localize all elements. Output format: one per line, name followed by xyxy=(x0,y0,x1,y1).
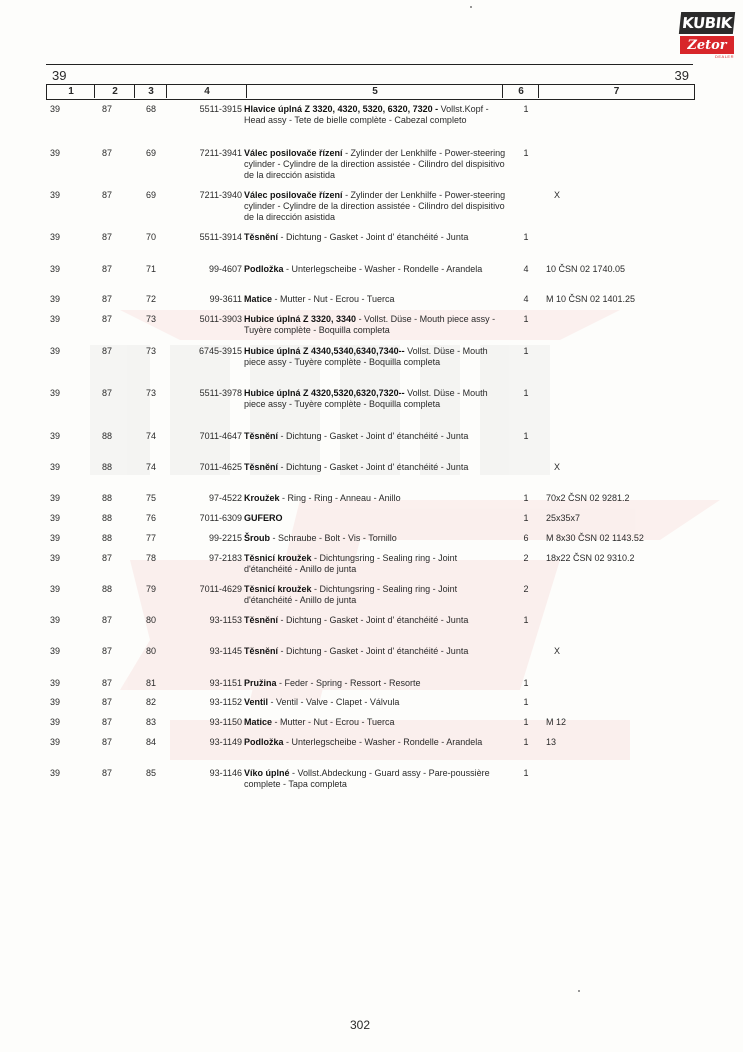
note-cell: X xyxy=(554,190,561,200)
section-cell: 39 xyxy=(50,190,61,200)
description-cell xyxy=(244,148,506,181)
description-bold: Pružina xyxy=(244,678,277,688)
description-cell xyxy=(244,584,506,606)
part-number-cell: 7011-6309 xyxy=(199,513,242,523)
part-number-cell: 7211-3941 xyxy=(199,148,242,158)
group-cell: 88 xyxy=(102,431,113,441)
position-cell: 68 xyxy=(146,104,157,114)
quantity-cell: 1 xyxy=(523,678,529,688)
part-number-cell: 7011-4647 xyxy=(199,431,242,441)
position-cell: 77 xyxy=(146,533,157,543)
position-cell: 85 xyxy=(146,768,157,778)
description-cell xyxy=(244,646,506,657)
col-header-2: 2 xyxy=(112,86,118,97)
part-number-cell: 7211-3940 xyxy=(199,190,242,200)
quantity-cell: 1 xyxy=(523,697,529,707)
note-cell: 25x35x7 xyxy=(546,513,581,523)
position-cell: 73 xyxy=(146,314,157,324)
quantity-cell: 1 xyxy=(523,737,529,747)
section-cell: 39 xyxy=(50,346,61,356)
quantity-cell: 1 xyxy=(523,615,529,625)
description-cell xyxy=(244,553,506,575)
note-cell: X xyxy=(554,462,561,472)
col-divider xyxy=(94,84,95,98)
section-cell: 39 xyxy=(50,553,61,563)
description-bold: Těsnění xyxy=(244,646,279,656)
description-bold: Těsnění xyxy=(244,431,279,441)
description-bold: Matice xyxy=(244,717,273,727)
part-number-cell: 99-2215 xyxy=(208,533,242,543)
col-divider xyxy=(246,84,247,98)
part-number-cell: 93-1151 xyxy=(209,678,242,688)
description-bold: Těsnění xyxy=(244,462,279,472)
quantity-cell: 1 xyxy=(523,431,529,441)
part-number-cell: 99-4607 xyxy=(208,264,242,274)
description-bold: GUFERO xyxy=(244,513,283,523)
description-text: - Dichtung - Gasket - Joint d' étanchéité - Junta xyxy=(278,431,469,441)
description-text: - Dichtung - Gasket - Joint d' étanchéité - Junta xyxy=(278,232,469,242)
section-cell: 39 xyxy=(50,294,61,304)
quantity-cell: 1 xyxy=(523,314,529,324)
description-cell xyxy=(244,190,506,223)
part-number-cell: 5511-3914 xyxy=(199,232,242,242)
description-bold: Hubice úplná Z 3320, 3340 xyxy=(244,314,357,324)
description-bold: Kroužek xyxy=(244,493,280,503)
section-cell: 39 xyxy=(50,646,61,656)
section-cell: 39 xyxy=(50,513,61,523)
description-text: - Vollst.Abdeckung - Guard assy - Pare-poussière complete - Tapa completa xyxy=(244,768,490,789)
section-cell: 39 xyxy=(50,264,61,274)
position-cell: 70 xyxy=(146,232,157,242)
description-text: - Ventil - Valve - Clapet - Válvula xyxy=(268,697,400,707)
position-cell: 82 xyxy=(146,697,157,707)
quantity-cell: 1 xyxy=(523,768,529,778)
col-header-4: 4 xyxy=(204,86,210,97)
part-number-cell: 93-1146 xyxy=(209,768,242,778)
section-number-right: 39 xyxy=(674,68,689,83)
note-cell: X xyxy=(554,646,561,656)
description-cell xyxy=(244,615,506,626)
description-bold: Válec posilovače řízení xyxy=(244,190,343,200)
group-cell: 87 xyxy=(102,148,113,158)
position-cell: 74 xyxy=(146,462,157,472)
note-cell: M 10 ČSN 02 1401.25 xyxy=(546,294,636,304)
quantity-cell: 4 xyxy=(523,294,529,304)
scan-speck xyxy=(578,990,580,992)
description-bold: Matice xyxy=(244,294,273,304)
description-bold: Ventil xyxy=(244,697,269,707)
section-header xyxy=(46,64,693,84)
description-text: - Feder - Spring - Ressort - Resorte xyxy=(276,678,421,688)
description-text: - Vollst. Düse - Mouth piece assy - Tuyère complète - Boquilla completa xyxy=(244,314,496,335)
description-bold: Hubice úplná Z 4340,5340,6340,7340-- xyxy=(244,346,405,356)
position-cell: 74 xyxy=(146,431,157,441)
col-divider xyxy=(502,84,503,98)
section-cell: 39 xyxy=(50,678,61,688)
group-cell: 87 xyxy=(102,294,113,304)
position-cell: 73 xyxy=(146,388,157,398)
page-number: 302 xyxy=(349,1018,371,1032)
part-number-cell: 99-3611 xyxy=(209,294,242,304)
group-cell: 88 xyxy=(102,584,113,594)
col-header-1: 1 xyxy=(68,86,74,97)
scan-speck xyxy=(470,6,472,8)
part-number-cell: 93-1145 xyxy=(209,646,242,656)
quantity-cell: 1 xyxy=(523,148,529,158)
description-bold: Těsnění xyxy=(244,232,279,242)
description-text: Vollst.Kopf - Head assy - Tete de bielle complète - Cabezal completo xyxy=(244,104,489,125)
part-number-cell: 5011-3903 xyxy=(199,314,242,324)
position-cell: 80 xyxy=(146,615,157,625)
quantity-cell: 1 xyxy=(523,493,529,503)
col-divider xyxy=(134,84,135,98)
part-number-cell: 97-2183 xyxy=(208,553,242,563)
section-cell: 39 xyxy=(50,584,61,594)
quantity-cell: 1 xyxy=(523,513,529,523)
position-cell: 83 xyxy=(146,717,157,727)
column-header-row xyxy=(46,84,695,100)
description-bold: Těsnicí kroužek xyxy=(244,584,312,594)
position-cell: 84 xyxy=(146,737,157,747)
description-text: - Unterlegscheibe - Washer - Rondelle - Arandela xyxy=(283,737,483,747)
description-cell xyxy=(244,431,506,442)
description-cell xyxy=(244,678,506,689)
part-number-cell: 93-1153 xyxy=(209,615,242,625)
group-cell: 87 xyxy=(102,264,113,274)
note-cell: M 8x30 ČSN 02 1143.52 xyxy=(546,533,644,543)
quantity-cell: 1 xyxy=(523,104,529,114)
part-number-cell: 93-1150 xyxy=(209,717,242,727)
description-cell xyxy=(244,264,506,275)
description-bold: Šroub xyxy=(244,533,270,543)
description-cell xyxy=(244,533,506,544)
group-cell: 88 xyxy=(102,513,113,523)
description-cell xyxy=(244,513,506,524)
section-cell: 39 xyxy=(50,493,61,503)
section-cell: 39 xyxy=(50,768,61,778)
part-number-cell: 5511-3978 xyxy=(199,388,242,398)
group-cell: 87 xyxy=(102,190,113,200)
description-text: - Zylinder der Lenkhilfe - Power-steering cylinder - Cylindre de la direction assistée - Cilindro del dispisitivo de la dirección asistida xyxy=(244,148,506,180)
description-text: - Dichtung - Gasket - Joint d' étanchéité - Junta xyxy=(278,646,469,656)
group-cell: 87 xyxy=(102,646,113,656)
section-cell: 39 xyxy=(50,104,61,114)
position-cell: 78 xyxy=(146,553,157,563)
group-cell: 87 xyxy=(102,553,113,563)
position-cell: 72 xyxy=(146,294,157,304)
description-text: - Dichtungsring - Sealing ring - Joint d'étanchéité - Anillo de junta xyxy=(244,553,458,574)
quantity-cell: 2 xyxy=(523,553,529,563)
description-text: - Dichtungsring - Sealing ring - Joint d'étanchéité - Anillo de junta xyxy=(244,584,458,605)
zetor-logo-text: Zetor xyxy=(680,36,734,54)
description-cell xyxy=(244,294,506,305)
note-cell: 10 ČSN 02 1740.05 xyxy=(546,264,626,274)
part-number-cell: 97-4522 xyxy=(208,493,242,503)
group-cell: 87 xyxy=(102,314,113,324)
section-cell: 39 xyxy=(50,737,61,747)
position-cell: 76 xyxy=(146,513,157,523)
section-cell: 39 xyxy=(50,314,61,324)
description-text: Vollst. Düse - Mouth piece assy - Tuyère complète - Boquilla completa xyxy=(244,388,488,409)
group-cell: 87 xyxy=(102,232,113,242)
description-cell xyxy=(244,314,506,336)
part-number-cell: 5511-3915 xyxy=(199,104,242,114)
description-cell xyxy=(244,737,506,748)
group-cell: 87 xyxy=(102,717,113,727)
position-cell: 73 xyxy=(146,346,157,356)
section-cell: 39 xyxy=(50,148,61,158)
section-cell: 39 xyxy=(50,697,61,707)
group-cell: 87 xyxy=(102,737,113,747)
position-cell: 69 xyxy=(146,190,157,200)
description-text: - Ring - Ring - Anneau - Anillo xyxy=(279,493,401,503)
col-header-5: 5 xyxy=(372,86,378,97)
description-cell xyxy=(244,104,506,126)
quantity-cell: 1 xyxy=(523,388,529,398)
col-header-3: 3 xyxy=(148,86,154,97)
group-cell: 87 xyxy=(102,104,113,114)
description-cell xyxy=(244,346,506,368)
quantity-cell: 1 xyxy=(523,232,529,242)
description-cell xyxy=(244,768,506,790)
group-cell: 87 xyxy=(102,678,113,688)
position-cell: 75 xyxy=(146,493,157,503)
description-cell xyxy=(244,697,506,708)
section-cell: 39 xyxy=(50,431,61,441)
section-cell: 39 xyxy=(50,533,61,543)
group-cell: 87 xyxy=(102,346,113,356)
description-cell xyxy=(244,462,506,473)
note-cell: 13 xyxy=(546,737,557,747)
description-text: - Mutter - Nut - Ecrou - Tuerca xyxy=(272,717,395,727)
group-cell: 88 xyxy=(102,533,113,543)
section-cell: 39 xyxy=(50,232,61,242)
kubik-logo-text: KUBIK xyxy=(679,12,735,34)
description-cell xyxy=(244,388,506,410)
quantity-cell: 4 xyxy=(523,264,529,274)
position-cell: 81 xyxy=(146,678,157,688)
quantity-cell: 1 xyxy=(523,717,529,727)
position-cell: 79 xyxy=(146,584,157,594)
note-cell: M 12 xyxy=(546,717,567,727)
description-text: - Unterlegscheibe - Washer - Rondelle - Arandela xyxy=(283,264,483,274)
note-cell: 70x2 ČSN 02 9281.2 xyxy=(546,493,630,503)
part-number-cell: 93-1149 xyxy=(209,737,242,747)
description-cell xyxy=(244,493,506,504)
position-cell: 69 xyxy=(146,148,157,158)
dealer-logo-text: DEALER xyxy=(714,54,734,59)
description-text: Vollst. Düse - Mouth piece assy - Tuyère complète - Boquilla completa xyxy=(244,346,488,367)
quantity-cell: 2 xyxy=(523,584,529,594)
position-cell: 80 xyxy=(146,646,157,656)
group-cell: 87 xyxy=(102,615,113,625)
description-bold: Hlavice úplná Z 3320, 4320, 5320, 6320, 7320 - xyxy=(244,104,439,114)
col-divider xyxy=(166,84,167,98)
description-bold: Podložka xyxy=(244,264,284,274)
section-cell: 39 xyxy=(50,462,61,472)
quantity-cell: 6 xyxy=(523,533,529,543)
description-cell xyxy=(244,232,506,243)
description-text: - Dichtung - Gasket - Joint d' étanchéité - Junta xyxy=(278,615,469,625)
description-bold: Těsnicí kroužek xyxy=(244,553,312,563)
part-number-cell: 7011-4629 xyxy=(199,584,242,594)
description-bold: Podložka xyxy=(244,737,284,747)
group-cell: 88 xyxy=(102,462,113,472)
part-number-cell: 93-1152 xyxy=(209,697,242,707)
kubik-zetor-logo xyxy=(680,12,736,60)
part-number-cell: 7011-4625 xyxy=(199,462,242,472)
section-cell: 39 xyxy=(50,615,61,625)
note-cell: 18x22 ČSN 02 9310.2 xyxy=(546,553,635,563)
quantity-cell: 1 xyxy=(523,346,529,356)
group-cell: 88 xyxy=(102,493,113,503)
group-cell: 87 xyxy=(102,388,113,398)
section-number-left: 39 xyxy=(52,68,67,83)
col-header-6: 6 xyxy=(518,86,524,97)
description-text: - Zylinder der Lenkhilfe - Power-steering cylinder - Cylindre de la direction assistée - Cilindro del dispisitivo de la dirección asistida xyxy=(244,190,506,222)
section-cell: 39 xyxy=(50,388,61,398)
col-divider xyxy=(538,84,539,98)
group-cell: 87 xyxy=(102,697,113,707)
col-header-7: 7 xyxy=(613,86,620,97)
description-text: - Schraube - Bolt - Vis - Tornillo xyxy=(270,533,397,543)
description-text: - Dichtung - Gasket - Joint d' étanchéité - Junta xyxy=(278,462,469,472)
description-bold: Válec posilovače řízení xyxy=(244,148,343,158)
description-cell xyxy=(244,717,506,728)
description-bold: Hubice úplná Z 4320,5320,6320,7320-- xyxy=(244,388,405,398)
description-text: - Mutter - Nut - Ecrou - Tuerca xyxy=(272,294,395,304)
group-cell: 87 xyxy=(102,768,113,778)
section-cell: 39 xyxy=(50,717,61,727)
description-bold: Víko úplné xyxy=(244,768,290,778)
position-cell: 71 xyxy=(146,264,157,274)
description-bold: Těsnění xyxy=(244,615,279,625)
part-number-cell: 6745-3915 xyxy=(198,346,242,356)
